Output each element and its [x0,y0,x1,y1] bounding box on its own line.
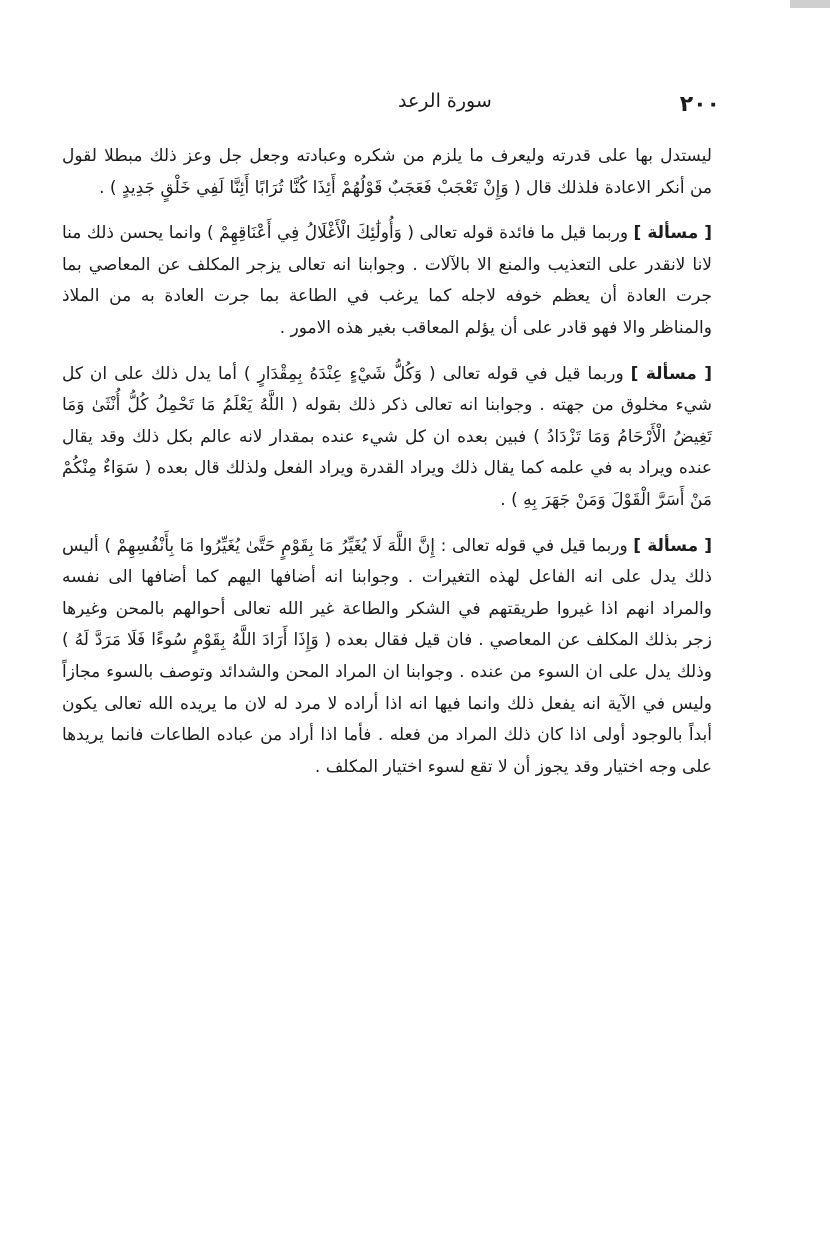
body-text [62,141,712,783]
paragraph-text: ليستدل بها على قدرته وليعرف ما يلزم من شكره وعبادته وجعل جل وعز ذلك مبطلا لقول من أنكر الاعادة فلذلك قال ( وَإِنْ تَعْجَبْ فَعَجَبٌ قَوْلُهُمْ أَئِذَا كُنَّا تُرَابًا أَئِنَّا لَفِي خَلْقٍ جَدِيدٍ ) . [62,146,712,198]
scan-edge-mark [790,0,830,8]
page-header [60,90,720,124]
paragraph-text: وربما قيل في قوله تعالى : إِنَّ اللَّهَ لَا يُغَيِّرُ مَا بِقَوْمٍ حَتَّىٰ يُغَيِّرُوا مَا بِأَنْفُسِهِمْ ) أليس ذلك يدل على انه الفاعل لهذه التغيرات . وجوابنا انه أضافها اليهم كما أضافها الى نفسه والمراد انهم اذا غيروا طريقتهم في الشكر والطاعة غير الله تعالى أحوالهم بالمحن وغيرها زجر بذلك المكلف عن المعاصي . فان قيل فقال بعده ( وَإِذَا أَرَادَ اللَّهُ بِقَوْمٍ سُوءًا فَلَا مَرَدَّ لَهُ ) وذلك يدل على ان السوء من عنده . وجوابنا ان المراد المحن والشدائد وتوصف بالسوء مجازاً وليس في الآية انه يفعل ذلك وانما فيها انه اذا أراده لا مرد له لان ما يريده الله تعالى يكون أبداً بالوجود أولى اذا كان ذلك المراد من فعله . فأما اذا أراد من عباده الطاعات فانما يريدها على وجه اختيار وقد يجوز أن لا تقع لسوء اختيار المكلف . [62,535,712,777]
paragraph-masala-3 [62,531,712,784]
paragraph-text: وربما قيل في قوله تعالى ( وَكُلُّ شَيْءٍ عِنْدَهُ بِمِقْدَارٍ ) أما يدل ذلك على ان كل شيء مخلوق من جهته . وجوابنا انه تعالى ذكر ذلك بقوله ( اللَّهُ يَعْلَمُ مَا تَحْمِلُ كُلُّ أُنْثَىٰ وَمَا تَغِيضُ الْأَرْحَامُ وَمَا تَزْدَادُ ) فبين بعده ان كل شيء عنده بمقدار لانه عالم بكل ذلك وقد يقال عنده ويراد به في علمه كما يقال ذلك ويراد القدرة ويراد الفعل ولذلك قال بعده ( سَوَاءٌ مِنْكُمْ مَنْ أَسَرَّ الْقَوْلَ وَمَنْ جَهَرَ بِهِ ) . [62,363,712,510]
paragraph-masala-1 [62,218,712,344]
masala-label: [ مسألة ] [633,535,712,556]
running-title: سورة الرعد [398,90,492,112]
masala-label: [ مسألة ] [630,363,712,384]
paragraph-intro [62,141,712,204]
paragraph-text: وربما قيل ما فائدة قوله تعالى ( وَأُولَٰئِكَ الْأَغْلَالُ فِي أَعْنَاقِهِمْ ) وانما يحسن ذلك منا لانا لانقدر على التعذيب والمنع الا بالآلات . وجوابنا انه تعالى يزجر المكلف عن المعاصي بما جرت العادة أن يعظم خوفه لاجله كما يرغب في الطاعة بما جرت العادة به من الملاذ والمناظر والا فهو قادر على أن يؤلم المعاقب بغير هذه الامور . [62,223,712,338]
masala-label: [ مسألة ] [633,223,712,244]
paragraph-masala-2 [62,359,712,517]
page-number: ٢٠٠ [679,92,720,117]
